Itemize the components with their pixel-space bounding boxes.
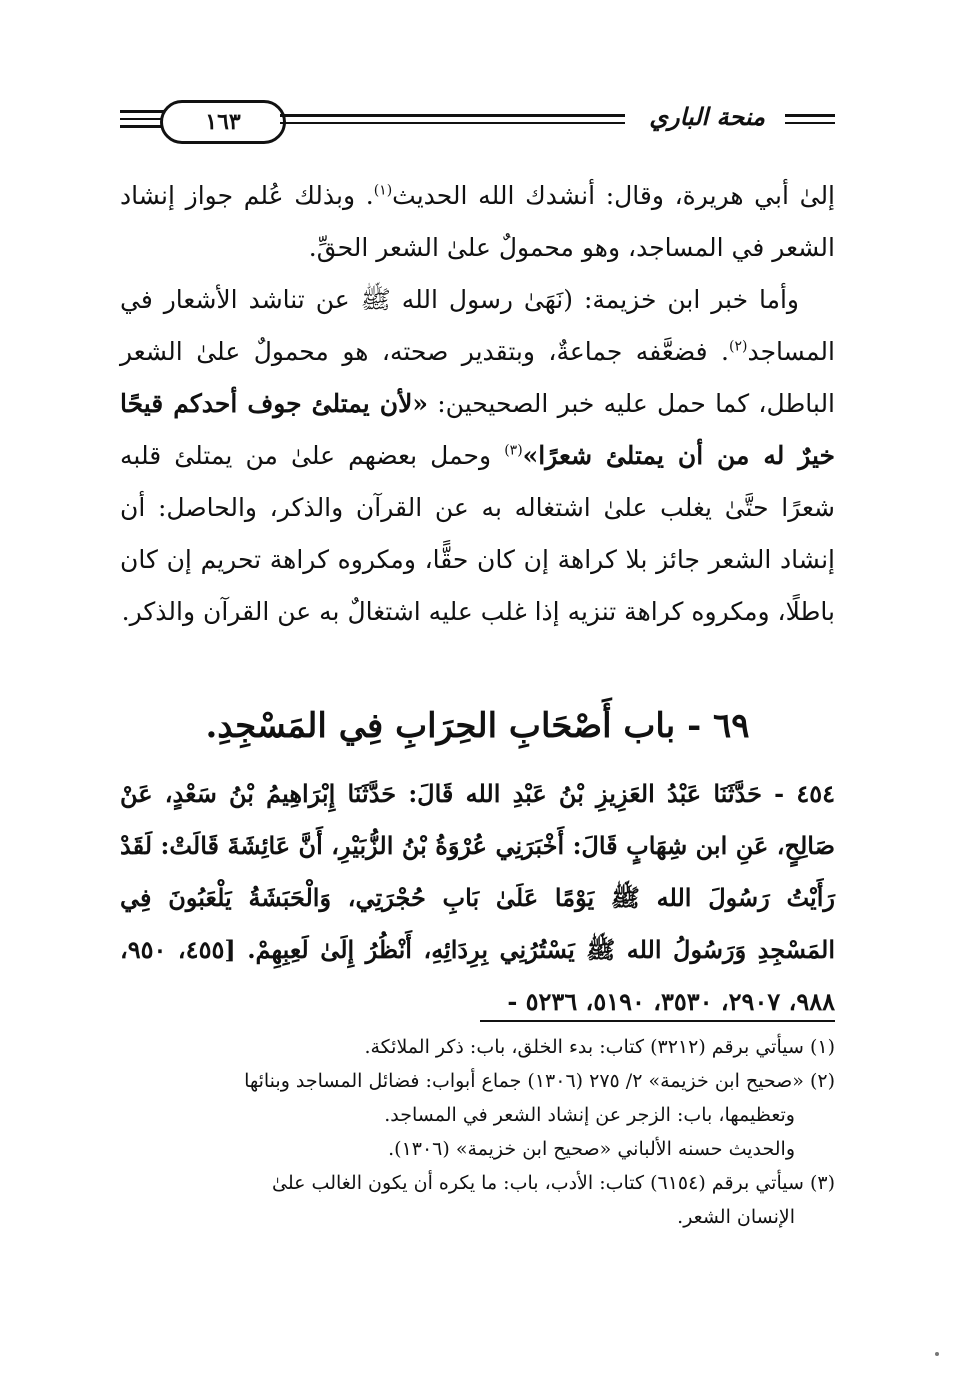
paragraph-2-text-cont: . فضعَّفه جماعةٌ، وبتقدير صحته، هو محمولٌ علىٰ الشعر الباطل، كما حمل عليه خبر الصحيحين: <box>120 337 836 418</box>
header-rule-right-top <box>785 114 835 117</box>
scan-dot <box>935 1352 939 1356</box>
header-rule-right-bottom <box>785 122 835 124</box>
paragraph-1 <box>120 170 835 274</box>
footnote-1: (١) سيأتي برقم (٣٢١٢) كتاب: بدء الخلق، باب: ذكر الملائكة. <box>364 1036 835 1058</box>
header-rule-middle-bottom <box>280 122 625 124</box>
footnote-3-line-2: الإنسان الشعر. <box>677 1206 795 1228</box>
paragraph-2 <box>120 274 835 638</box>
paragraph-2-text-end: وحمل بعضهم علىٰ من يمتلئ قلبه شعرًا حتَّىٰ يغلب علىٰ اشتغاله به عن القرآن والذكر، والحاصل: أن إنشاد الشعر جائز بلا كراهة إن كان حقًّا، ومكروه كراهة تحريم إن كان باطلًا، ومكروه كراهة تنزيه إذا غلب عليه اشتغالٌ به عن القرآن والذكر. <box>120 441 835 626</box>
paragraph-1-text-cont: . وبذلك عُلم جواز إنشاد الشعر في المساجد، وهو محمولٌ علىٰ الشعر الحقِّ. <box>120 181 835 262</box>
hadith-text: ٤٥٤ - حَدَّثَنَا عَبْدُ العَزِيزِ بْنُ عَبْدِ الله قَالَ: حَدَّثَنَا إِبْرَاهِيمُ بْنُ سَعْدٍ، عَنْ صَالِحٍ، عَنِ ابن شِهَابٍ قَالَ: أَخْبَرَنِي عُرْوَةُ بْنُ الزُّبَيْرِ، أَنَّ عَائِشَةَ قَالَتْ: لَقَدْ رَأَيْتُ رَسُولَ الله ﷺ يَوْمًا عَلَىٰ بَابِ حُجْرَتِي، وَالْحَبَشَةُ يَلْعَبُونَ فِي المَسْجِدِ وَرَسُولُ الله ﷺ يَسْتُرُنِي بِرِدَائِهِ، أَنْظُرُ إِلَىٰ لَعِبِهِمْ. [٤٥٥، ٩٥٠، ٩٨٨، ٢٩٠٧، ٣٥٣٠، ٥١٩٠، ٥٢٣٦ - <box>120 779 836 1016</box>
page-number: ١٦٣ <box>160 100 286 144</box>
header-rule-middle-top <box>280 114 625 117</box>
page-header <box>120 92 835 148</box>
footnote-2: (٢) «صحيح ابن خزيمة» ٢/ ٢٧٥ (١٣٠٦) جماع أبواب: فضائل المساجد وبنائها <box>244 1070 835 1092</box>
book-title: منحة الباري <box>649 102 765 131</box>
footnote-2-line-2: وتعظيمها، باب: الزجر عن إنشاد الشعر في المساجد. <box>384 1104 795 1126</box>
paragraph-2-text: وأما خبر ابن خزيمة: (نَهَىٰ رسول الله ﷺ عن تناشد الأشعار في المساجد <box>120 285 835 366</box>
footnote-ref-1[interactable]: (١) <box>373 182 393 199</box>
footnote-separator <box>480 1020 835 1022</box>
footnote-ref-2[interactable]: (٢) <box>729 338 748 355</box>
header-rule-left-top <box>120 110 165 113</box>
footnote-ref-3[interactable]: (٣) <box>504 442 523 459</box>
footnote-3: (٣) سيأتي برقم (٦١٥٤) كتاب: الأدب، باب: ما يكره أن يكون الغالب علىٰ <box>272 1172 835 1194</box>
hadith-quote: «لأن يمتلئ جوف أحدكم قيحًا خيرٌ له من أن يمتلئ شعرًا» <box>120 389 836 470</box>
header-rule-left-bottom <box>120 125 165 128</box>
header-rule-left-mid <box>120 118 165 120</box>
chapter-title: ٦٩ - باب أَصْحَابِ الحِرَابِ فِي المَسْجِدِ. <box>205 706 750 746</box>
body-text <box>120 170 835 638</box>
paragraph-1-text: إلىٰ أبي هريرة، وقال: أنشدك الله الحديث <box>392 181 836 210</box>
footnote-2-line-3: والحديث حسنه الألباني «صحيح ابن خزيمة» (١٣٠٦). <box>388 1138 795 1160</box>
footnotes <box>120 1030 835 1234</box>
